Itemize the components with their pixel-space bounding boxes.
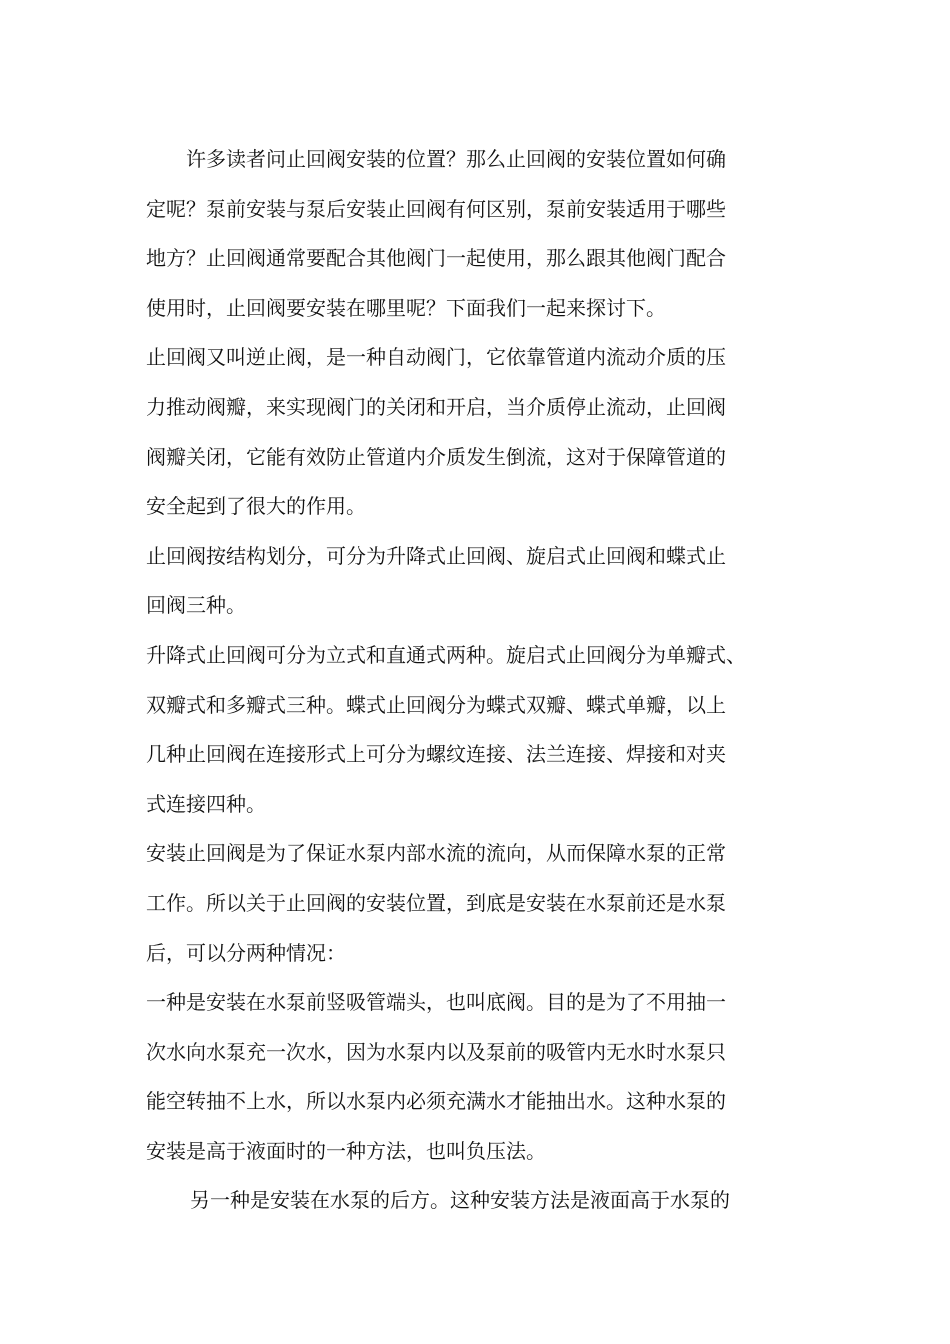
text-line: 双瓣式和多瓣式三种。蝶式止回阀分为蝶式双瓣、蝶式单瓣，以上 <box>146 692 726 717</box>
text-line: 安装止回阀是为了保证水泵内部水流的流向，从而保障水泵的正常 <box>146 841 726 866</box>
document-body <box>146 135 826 1226</box>
text-line: 安全起到了很大的作用。 <box>146 494 366 519</box>
text-line: 另一种是安装在水泵的后方。这种安装方法是液面高于水泵的 <box>190 1188 730 1213</box>
text-line: 回阀三种。 <box>146 593 246 618</box>
text-line: 止回阀又叫逆止阀，是一种自动阀门，它依靠管道内流动介质的压 <box>146 345 726 370</box>
text-line: 地方？止回阀通常要配合其他阀门一起使用，那么跟其他阀门配合 <box>146 246 726 271</box>
text-line: 后，可以分两种情况： <box>146 940 346 965</box>
text-line: 升降式止回阀可分为立式和直通式两种。旋启式止回阀分为单瓣式、 <box>146 642 746 667</box>
text-line: 几种止回阀在连接形式上可分为螺纹连接、法兰连接、焊接和对夹 <box>146 742 726 767</box>
text-line: 止回阀按结构划分，可分为升降式止回阀、旋启式止回阀和蝶式止 <box>146 543 726 568</box>
text-line: 一种是安装在水泵前竖吸管端头，也叫底阀。目的是为了不用抽一 <box>146 990 726 1015</box>
text-line: 安装是高于液面时的一种方法，也叫负压法。 <box>146 1138 546 1163</box>
text-line: 定呢？泵前安装与泵后安装止回阀有何区别，泵前安装适用于哪些 <box>146 196 726 221</box>
text-line: 使用时，止回阀要安装在哪里呢？下面我们一起来探讨下。 <box>146 295 666 320</box>
text-line: 式连接四种。 <box>146 791 266 816</box>
text-line: 力推动阀瓣，来实现阀门的关闭和开启，当介质停止流动，止回阀 <box>146 394 726 419</box>
text-line: 次水向水泵充一次水，因为水泵内以及泵前的吸管内无水时水泵只 <box>146 1039 726 1064</box>
text-line: 能空转抽不上水，所以水泵内必须充满水才能抽出水。这种水泵的 <box>146 1089 726 1114</box>
text-line: 许多读者问止回阀安装的位置？那么止回阀的安装位置如何确 <box>186 147 726 171</box>
text-line: 工作。所以关于止回阀的安装位置，到底是安装在水泵前还是水泵 <box>146 890 726 915</box>
text-line: 阀瓣关闭，它能有效防止管道内介质发生倒流，这对于保障管道的 <box>146 444 726 469</box>
